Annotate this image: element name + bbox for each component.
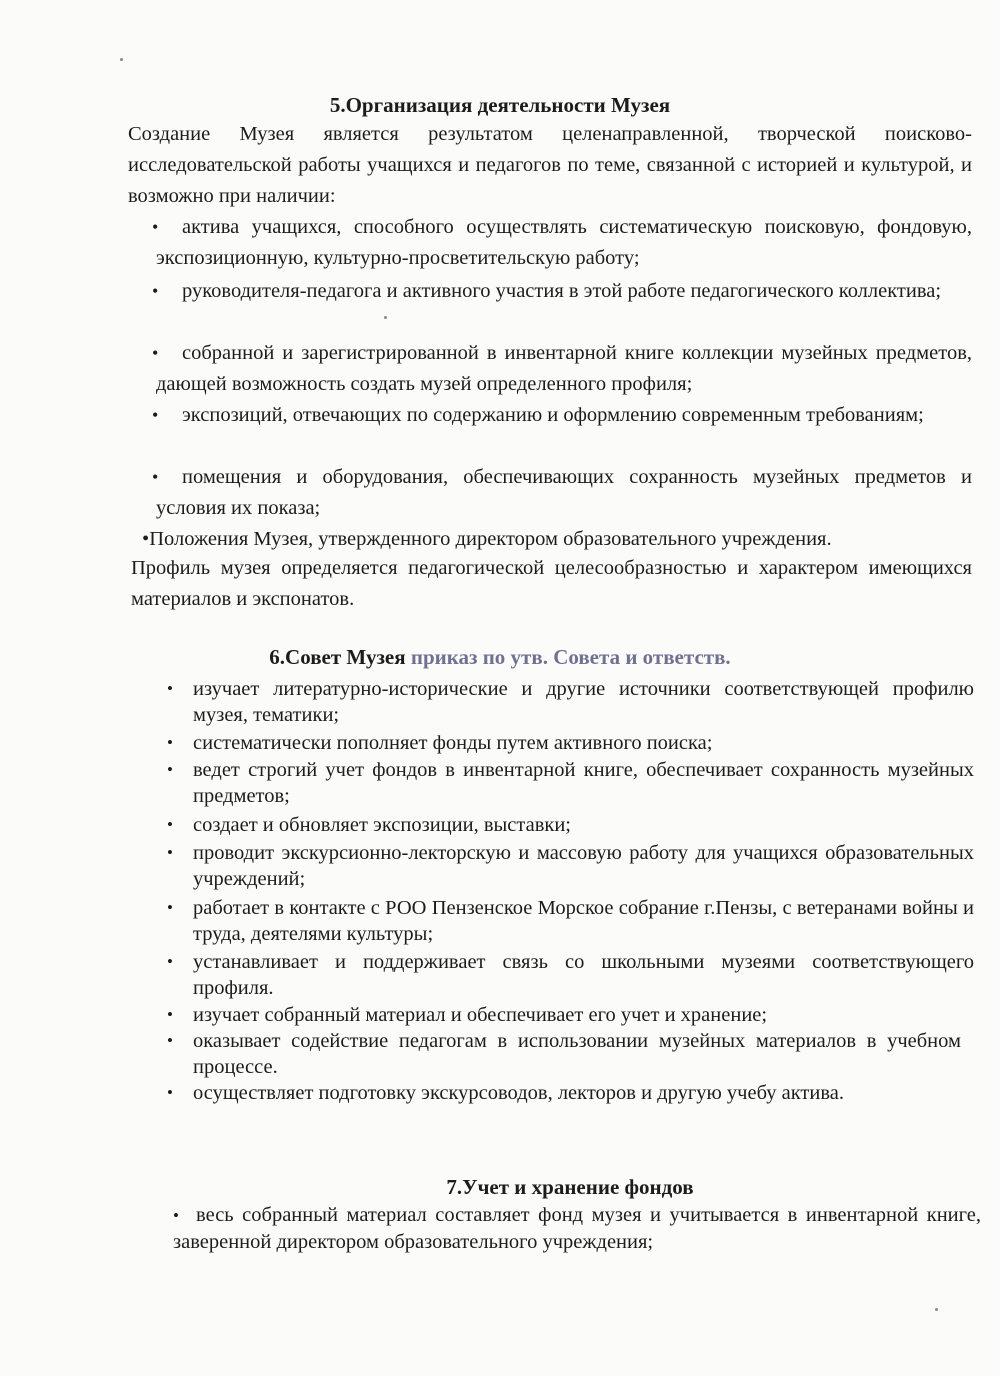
- list-item-text: проводит экскурсионно-лекторскую и массовую работу для учащихся образовательных учреждений;: [193, 842, 974, 890]
- list-item-text: ведет строгий учет фондов в инвентарной книге, обеспечивает сохранность музейных предметов;: [193, 759, 974, 807]
- list-item-text: создает и обновляет экспозиции, выставки;: [193, 814, 571, 836]
- list-item-text: изучает собранный материал и обеспечивает его учет и хранение;: [193, 1004, 768, 1026]
- list-item-text: весь собранный материал составляет фонд музея и учитывается в инвентарной книге, заверенной директором образовательного учреждения;: [173, 1204, 982, 1253]
- bullet-icon: •: [167, 1005, 173, 1024]
- bullet-icon: •: [152, 343, 159, 363]
- list-item: [152, 212, 972, 274]
- scan-speck: [120, 58, 123, 61]
- list-item-text: экспозиций, отвечающих по содержанию и оформлению современным требованиям;: [182, 404, 924, 426]
- section-6-title: [0, 644, 1000, 670]
- bullet-icon: •: [152, 217, 159, 237]
- bullet-icon: •: [167, 952, 173, 971]
- list-item: [142, 524, 972, 555]
- list-item: [152, 276, 972, 307]
- scan-speck: [384, 316, 387, 319]
- list-item: [152, 338, 972, 400]
- list-item-text: собранной и зарегистрированной в инвентарной книге коллекции музейных предметов, дающей возможность создать музей определенного профиля;: [156, 342, 972, 395]
- list-item: [167, 895, 974, 947]
- bullet-icon: •: [167, 815, 173, 834]
- list-item: [173, 1202, 981, 1255]
- list-item-text: осуществляет подготовку экскурсоводов, лекторов и другую учебу актива.: [193, 1082, 844, 1104]
- bullet-icon: •: [167, 679, 173, 698]
- list-item-text: систематически пополняет фонды путем активного поиска;: [193, 732, 713, 754]
- section-5-intro: Создание Музея является результатом целенаправленной, творческой поисково-исследовательской работы учащихся и педагогов по теме, связанной с историей и культурой, и возможно при наличии:: [128, 123, 972, 207]
- list-item: [167, 812, 974, 838]
- list-item: [167, 840, 974, 892]
- scan-speck: [935, 1308, 938, 1311]
- list-item: [167, 757, 974, 809]
- bullet-icon: •: [167, 733, 173, 752]
- bullet-icon: •: [152, 467, 159, 487]
- section-7-title: 7.Учет и хранение фондов: [446, 1175, 694, 1199]
- list-item-text: Положения Музея, утвержденного директором образовательного учреждения.: [149, 528, 832, 550]
- list-item-text: устанавливает и поддерживает связь со школьными музеями соответствующего профиля.: [193, 951, 974, 999]
- bullet-icon: •: [152, 281, 159, 301]
- bullet-icon: •: [167, 843, 173, 862]
- bullet-icon: •: [167, 1083, 173, 1102]
- list-item: [167, 949, 974, 1001]
- handwritten-note: приказ по утв. Совета и ответств.: [410, 645, 731, 669]
- bullet-icon: •: [167, 1031, 173, 1050]
- bullet-icon: •: [152, 405, 159, 425]
- list-item-text: актива учащихся, способного осуществлять систематическую поисковую, фондовую, экспозиционную, культурно-просветительскую работу;: [156, 216, 972, 269]
- bullet-icon: •: [167, 760, 173, 779]
- list-item: [152, 400, 972, 431]
- bullet-icon: •: [167, 898, 173, 917]
- bullet-icon: •: [142, 528, 150, 550]
- list-item-text: изучает литературно-исторические и другие источники соответствующей профилю музея, тематики;: [193, 678, 974, 726]
- list-item: [167, 1080, 974, 1106]
- list-item: [167, 1002, 974, 1028]
- list-item-text: работает в контакте с РОО Пензенское Морское собрание г.Пензы, с ветеранами войны и труда, деятелями культуры;: [193, 897, 974, 945]
- list-item: [167, 676, 974, 728]
- bullet-icon: •: [173, 1206, 179, 1225]
- list-item-text: помещения и оборудования, обеспечивающих сохранность музейных предметов и условия их показа;: [156, 466, 972, 519]
- section-5-outro: Профиль музея определяется педагогической целесообразностью и характером имеющихся материалов и экспонатов.: [131, 557, 972, 610]
- section-5-title: 5.Организация деятельности Музея: [329, 93, 671, 117]
- list-item: [152, 462, 972, 524]
- list-item-text: руководителя-педагога и активного участия в этой работе педагогического коллектива;: [182, 280, 942, 302]
- list-item: [167, 730, 974, 756]
- list-item: [167, 1028, 961, 1080]
- section-6-title-text: 6.Совет Музея: [269, 645, 406, 669]
- list-item-text: оказывает содействие педагогам в использовании музейных материалов в учебном процессе.: [193, 1030, 961, 1078]
